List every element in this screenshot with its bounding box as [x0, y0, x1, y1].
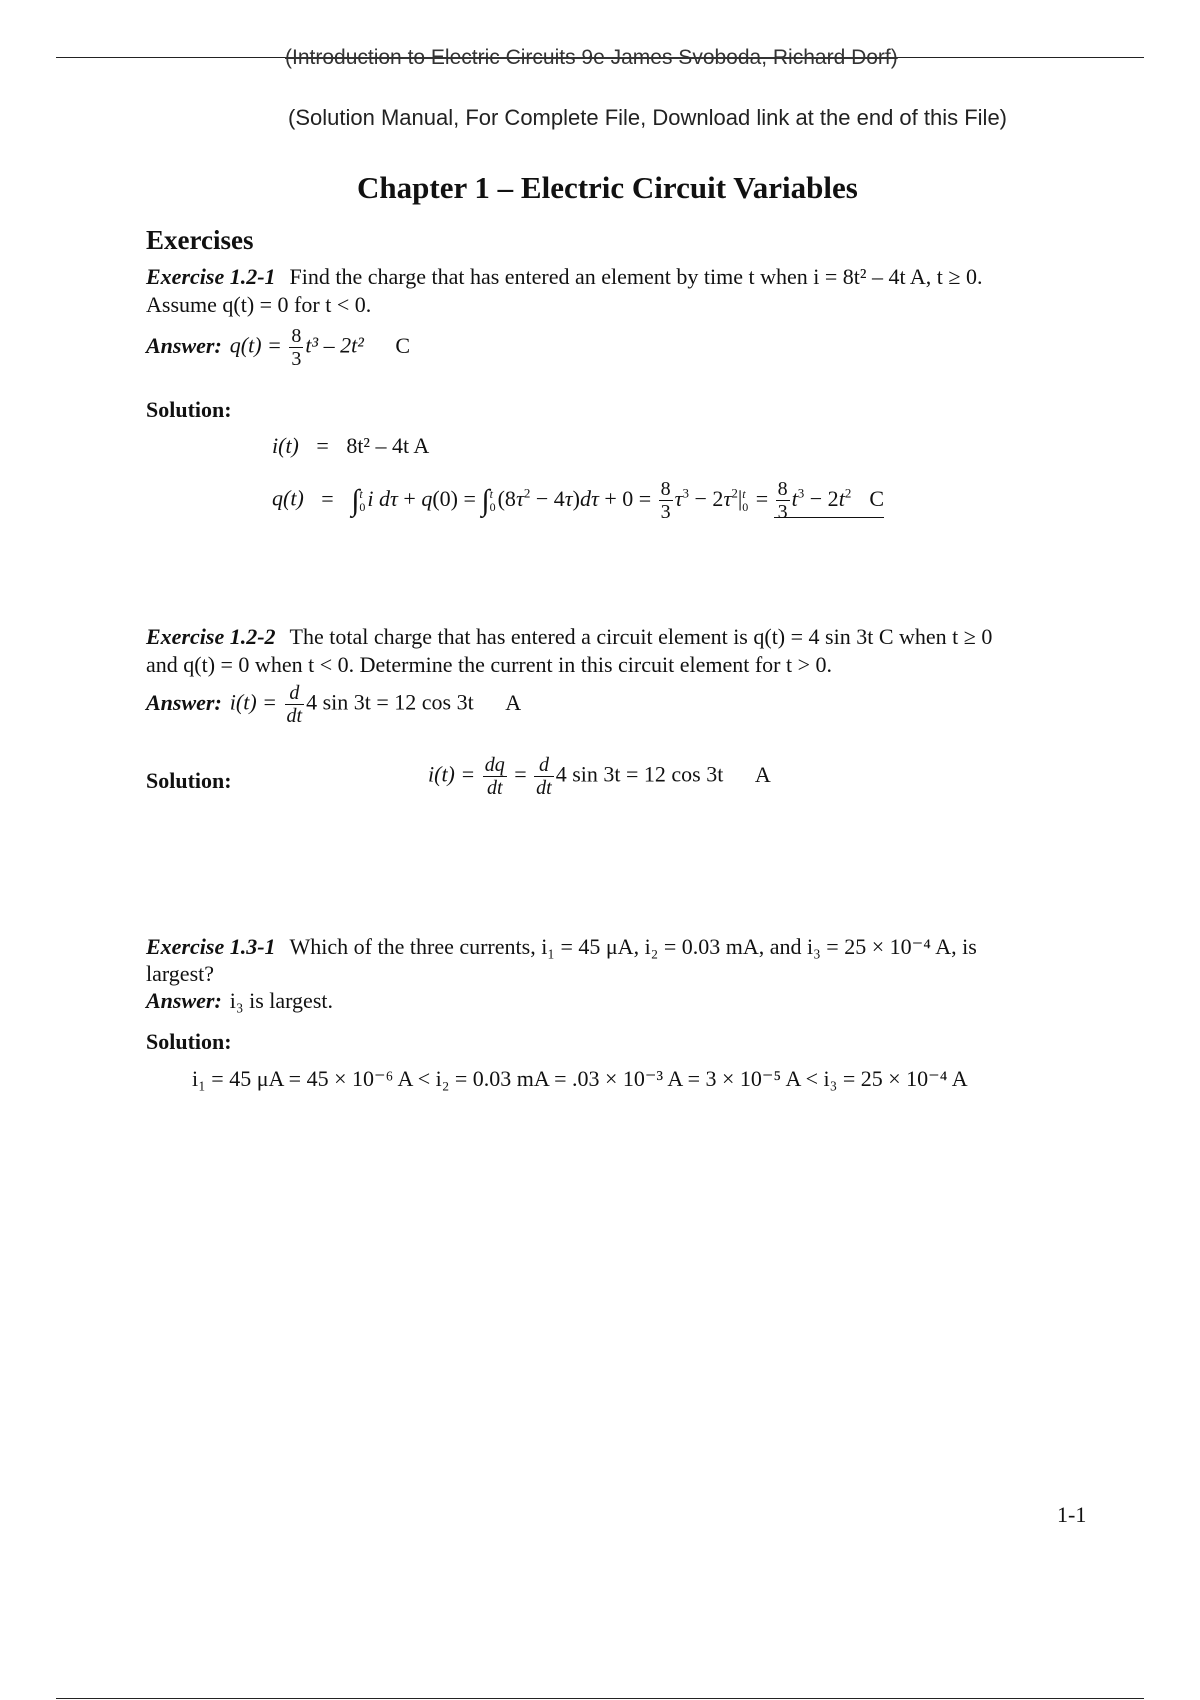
answer-rhs: t³ – 2t² [305, 332, 364, 358]
answer-unit: A [505, 689, 522, 715]
exercise-label: Exercise 1.3-1 [146, 934, 276, 959]
solution-lhs: i(t) = [428, 761, 476, 787]
fraction-d-dt: $\frac{d}{dt}$ [286, 682, 303, 727]
chapter-title: Chapter 1 – Electric Circuit Variables [357, 170, 858, 205]
solution-unit: A [754, 761, 771, 787]
exercise-1-2-2-statement-line2: and q(t) = 0 when t < 0. Determine the current in this circuit element for t > 0. [146, 652, 833, 677]
equation-lhs: q(t) [272, 485, 304, 511]
answer-unit: C [395, 332, 411, 358]
page-number: 1-1 [1057, 1502, 1087, 1527]
exercise-1-3-1-solution-text: i₁ = 45 μA = 45 × 10⁻⁶ A < i₂ = 0.03 mA = .03 × 10⁻³ A = 3 × 10⁻⁵ A < i₃ = 25 × 10⁻⁴ A [192, 1066, 968, 1091]
exercise-1-3-1-statement-line2: largest? [146, 961, 215, 986]
document-header-title: (Introduction to Electric Circuits 9e James Svoboda, Richard Dorf) [285, 46, 898, 69]
equals-sign: = [316, 433, 329, 458]
equation-rhs: 8t² – 4t A [346, 433, 430, 458]
answer-label: Answer: [146, 332, 222, 358]
solution-rhs: 4 sin 3t = 12 cos 3t [555, 761, 724, 787]
exercise-1-2-2-statement-line1 [146, 624, 992, 650]
exercise-1-2-2-solution-equation: i(t) = $\frac{dq}{dt}$ = $\frac{d}{dt}$ 4 sin 3t = 12 cos 3t A [428, 754, 771, 799]
exercise-1-2-1-answer [146, 325, 410, 370]
fraction-eight-thirds: $\frac{8}{3}$ [291, 325, 302, 370]
equals-sign: = [321, 485, 334, 511]
exercise-1-2-1-statement-line1 [146, 264, 983, 290]
exercise-1-2-1-solution-label: Solution: [146, 397, 232, 422]
exercise-1-2-2-answer [146, 682, 521, 727]
exercise-text: The total charge that has entered a circuit element is q(t) = 4 sin 3t C when t ≥ 0 [289, 624, 993, 649]
footer-rule [56, 1698, 1144, 1699]
exercise-1-2-2-solution-label: Solution: [146, 768, 232, 793]
answer-lhs: q(t) = [229, 332, 282, 358]
exercise-1-2-1-statement-line2: Assume q(t) = 0 for t < 0. [146, 292, 372, 317]
fraction-dq-dt: $\frac{dq}{dt}$ [484, 754, 505, 799]
answer-label: Answer: [146, 988, 222, 1013]
solution-equation-current [272, 433, 429, 459]
fraction-d-dt: $\frac{d}{dt}$ [536, 754, 552, 799]
exercise-1-3-1-answer [146, 988, 333, 1014]
exercise-label: Exercise 1.2-2 [146, 624, 276, 649]
answer-label: Answer: [146, 689, 222, 715]
answer-lhs: i(t) = [229, 689, 278, 715]
exercise-1-3-1-solution-label: Solution: [146, 1029, 232, 1054]
exercise-text: Find the charge that has entered an element by time t when i = 8t² – 4t A, t ≥ 0. [289, 264, 983, 289]
integral-expression: ∫t 0i dτ + q(0) = ∫t $0(8\tau^2 - 4\tau)d\tau + 0$ = $\frac{8}{3}$ $\tau^3 - 2\tau^2|t$ 0 = $\frac{8}{3}$ $t^3 - 2t^2$ C [351, 478, 884, 523]
exercise-text: Which of the three currents, i₁ = 45 μA, i₂ = 0.03 mA, and i₃ = 25 × 10⁻⁴ A, is [289, 934, 977, 959]
exercise-1-3-1-statement-line1 [146, 934, 977, 960]
exercise-label: Exercise 1.2-1 [146, 264, 276, 289]
answer-rhs: 4 sin 3t = 12 cos 3t [306, 689, 474, 715]
section-title: Exercises [146, 225, 254, 255]
document-header-subtitle: (Solution Manual, For Complete File, Download link at the end of this File) [288, 105, 1008, 130]
equation-lhs: i(t) [272, 433, 299, 458]
solution-equation-charge [272, 478, 884, 523]
answer-text: i₃ is largest. [229, 988, 333, 1013]
